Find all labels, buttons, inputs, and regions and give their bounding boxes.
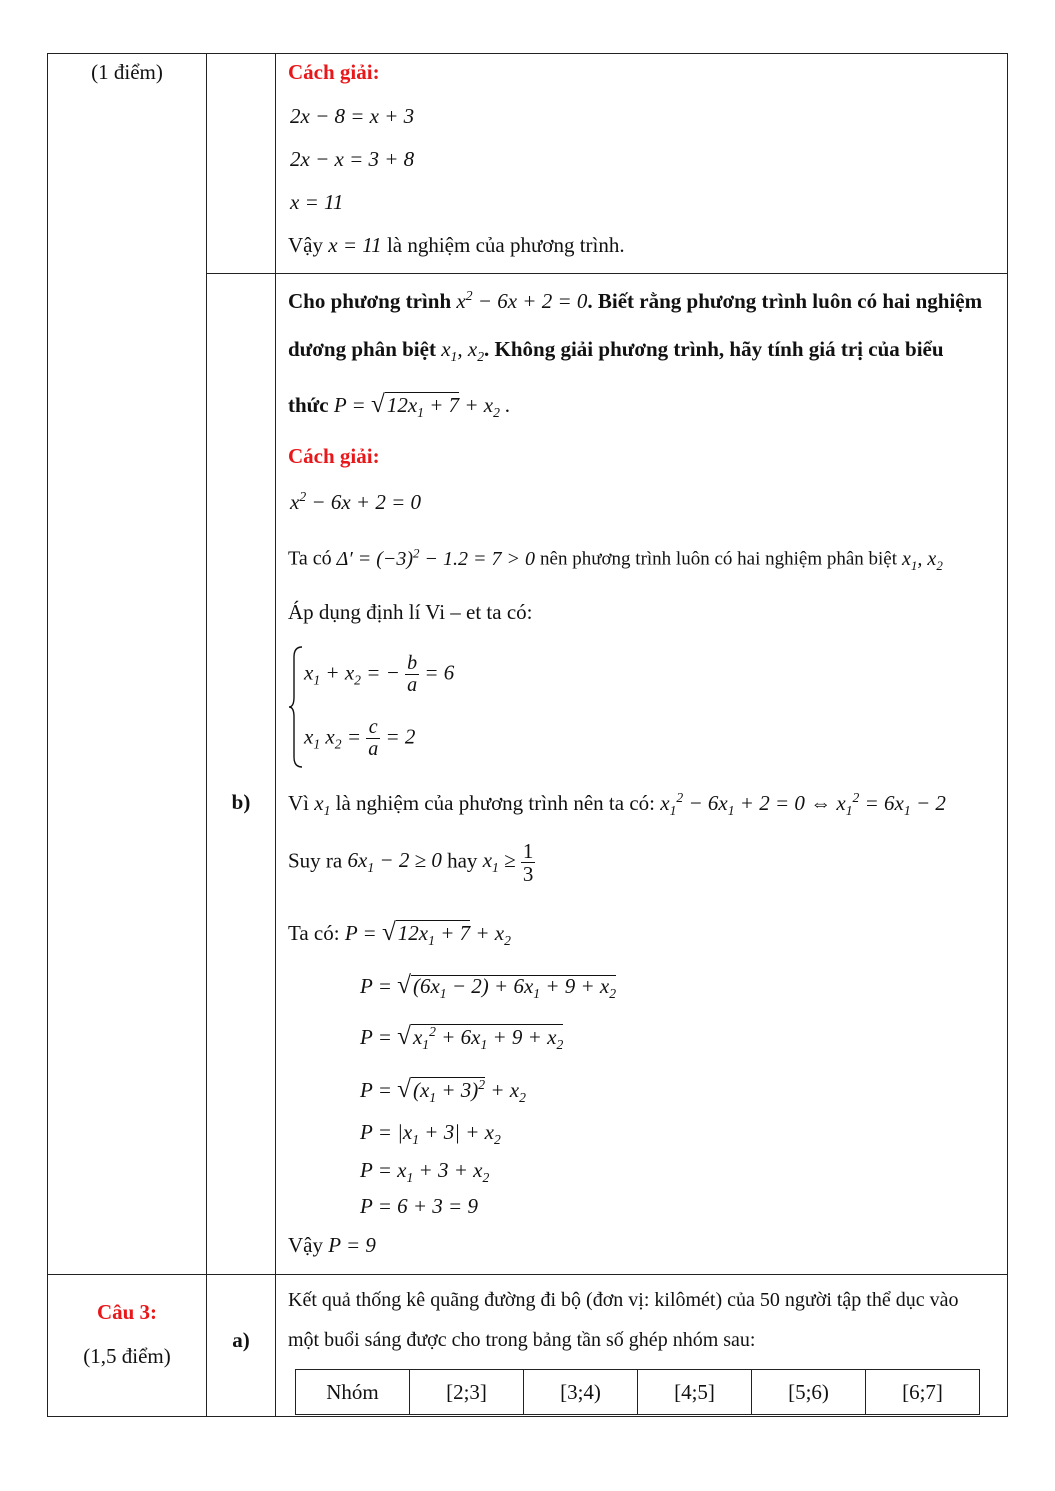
equation-line: $x^2 - 6x + 2 = 0$ xyxy=(290,489,421,514)
derivation-step: $P = √(6x_1 - 2) + 6x_1 + 9 + x_2$ xyxy=(360,972,617,1002)
text: Vì xyxy=(288,791,309,815)
inequality-math: $6x_1 - 2 \ge 0$ xyxy=(347,848,442,876)
table-cell: [5;6) xyxy=(752,1370,866,1415)
table-cell: [2;3] xyxy=(410,1370,524,1415)
equation-line: x = 11 xyxy=(290,190,344,214)
text: Ta có: xyxy=(288,921,340,945)
derivation-step: P = 6 + 3 = 9 xyxy=(360,1194,478,1218)
question-text: . Không giải phương trình, hãy tính giá trị của biểu xyxy=(484,337,944,361)
conclusion-line xyxy=(288,1233,376,1258)
question-line-2 xyxy=(288,337,944,366)
table-cell: Nhóm xyxy=(296,1370,410,1415)
vieta-system xyxy=(288,645,488,770)
column-divider-2 xyxy=(275,53,276,1417)
root-math: $x_1$ xyxy=(314,791,331,819)
conclusion-suffix: là nghiệm của phương trình. xyxy=(386,233,625,257)
text: là nghiệm của phương trình nên ta có: xyxy=(335,791,655,815)
text: hay xyxy=(447,848,478,873)
table-cell: [6;7] xyxy=(866,1370,980,1415)
part-b-label: b) xyxy=(231,790,251,814)
table-border-top xyxy=(47,53,1008,54)
table-row xyxy=(296,1370,980,1415)
question-line-1 xyxy=(288,288,982,314)
solution-heading: Cách giải: xyxy=(288,444,380,468)
conclusion-line xyxy=(288,233,625,258)
question-text: Cho phương trình xyxy=(288,289,452,313)
expression-math: $P = √12x_1 + 7 + x_2$ . xyxy=(333,391,511,421)
text: Suy ra xyxy=(288,848,343,873)
substitution-math: $x_1^2 - 6x_1 + 2 = 0$ ⇔ $x_1^2 = 6x_1 - 2$ xyxy=(660,790,946,819)
part-a-label: a) xyxy=(232,1328,250,1352)
question-text: thức xyxy=(288,393,329,417)
derivation-step: $P = √x_1^2 + 6x_1 + 9 + x_2$ xyxy=(360,1023,564,1053)
derivation-step: $P = √(x_1 + 3)^2 + x_2$ xyxy=(360,1076,526,1106)
conclusion-math: P = 9 xyxy=(328,1233,376,1257)
question-line-3 xyxy=(288,390,510,422)
statistics-text: một buổi sáng được cho trong bảng tần số ghép nhóm sau: xyxy=(288,1329,756,1351)
discriminant-math: $\Delta' = (-3)^2 - 1.2 = 7 > 0$ xyxy=(336,545,536,570)
conclusion-prefix: Vậy xyxy=(288,233,323,257)
equation-line: 2x − 8 = x + 3 xyxy=(290,104,415,128)
points-label: (1 điểm) xyxy=(91,60,163,84)
vieta-sum: $x_1 + x_2$ = − $\frac{b}{a}$ = 6 xyxy=(304,652,455,696)
inequality-line xyxy=(288,840,535,885)
question-label: Câu 3: xyxy=(96,1300,158,1324)
text: nên phương trình luôn có hai nghiệm phân biệt xyxy=(540,548,898,570)
question-text: . Biết rằng phương trình luôn có hai nghiệm xyxy=(587,289,983,313)
roots-math: $x_1$, $x_2$ xyxy=(441,337,485,365)
brace-icon xyxy=(288,645,304,770)
derivation-step: $P = |x_1 + 3| + x_2$ xyxy=(360,1120,501,1148)
question-points: (1,5 điểm) xyxy=(83,1344,171,1368)
question-text: dương phân biệt xyxy=(288,337,436,361)
table-cell: [3;4) xyxy=(524,1370,638,1415)
derivation-step: $P = x_1 + 3 + x_2$ xyxy=(360,1158,490,1186)
text: Ta có xyxy=(288,547,332,570)
row-divider-2 xyxy=(47,1274,1008,1275)
text: Vậy xyxy=(288,1233,323,1257)
conclusion-math: x = 11 xyxy=(328,233,382,257)
vieta-product: $x_1$ $x_2$ = $\frac{c}{a}$ = 2 xyxy=(304,716,416,760)
row-divider-1 xyxy=(206,273,1008,274)
root-substitution-line xyxy=(288,790,946,820)
derivation-start-line xyxy=(288,918,511,950)
table-border-right xyxy=(1007,53,1008,1417)
table-border-bottom xyxy=(47,1416,1008,1417)
solution-heading: Cách giải: xyxy=(288,60,380,84)
frequency-table xyxy=(295,1369,980,1415)
discriminant-line xyxy=(288,545,943,573)
statistics-text: Kết quả thống kê quãng đường đi bộ (đơn vị: kilômét) của 50 người tập thể dục vào xyxy=(288,1289,959,1311)
vieta-line: Áp dụng định lí Vi – et ta có: xyxy=(288,600,533,624)
equation-math: $x^2 - 6x + 2 = 0$ xyxy=(456,288,588,313)
roots-math: $x_1$, $x_2$ xyxy=(902,547,943,573)
inequality-math: $x_1$ ≥ $\frac{1}{3}$ xyxy=(482,839,534,887)
expression-math: $P = √12x_1 + 7 + x_2$ xyxy=(344,919,511,949)
equation-line: 2x − x = 3 + 8 xyxy=(290,147,415,171)
column-divider-1 xyxy=(206,53,207,1417)
table-border-left xyxy=(47,53,48,1417)
table-cell: [4;5] xyxy=(638,1370,752,1415)
